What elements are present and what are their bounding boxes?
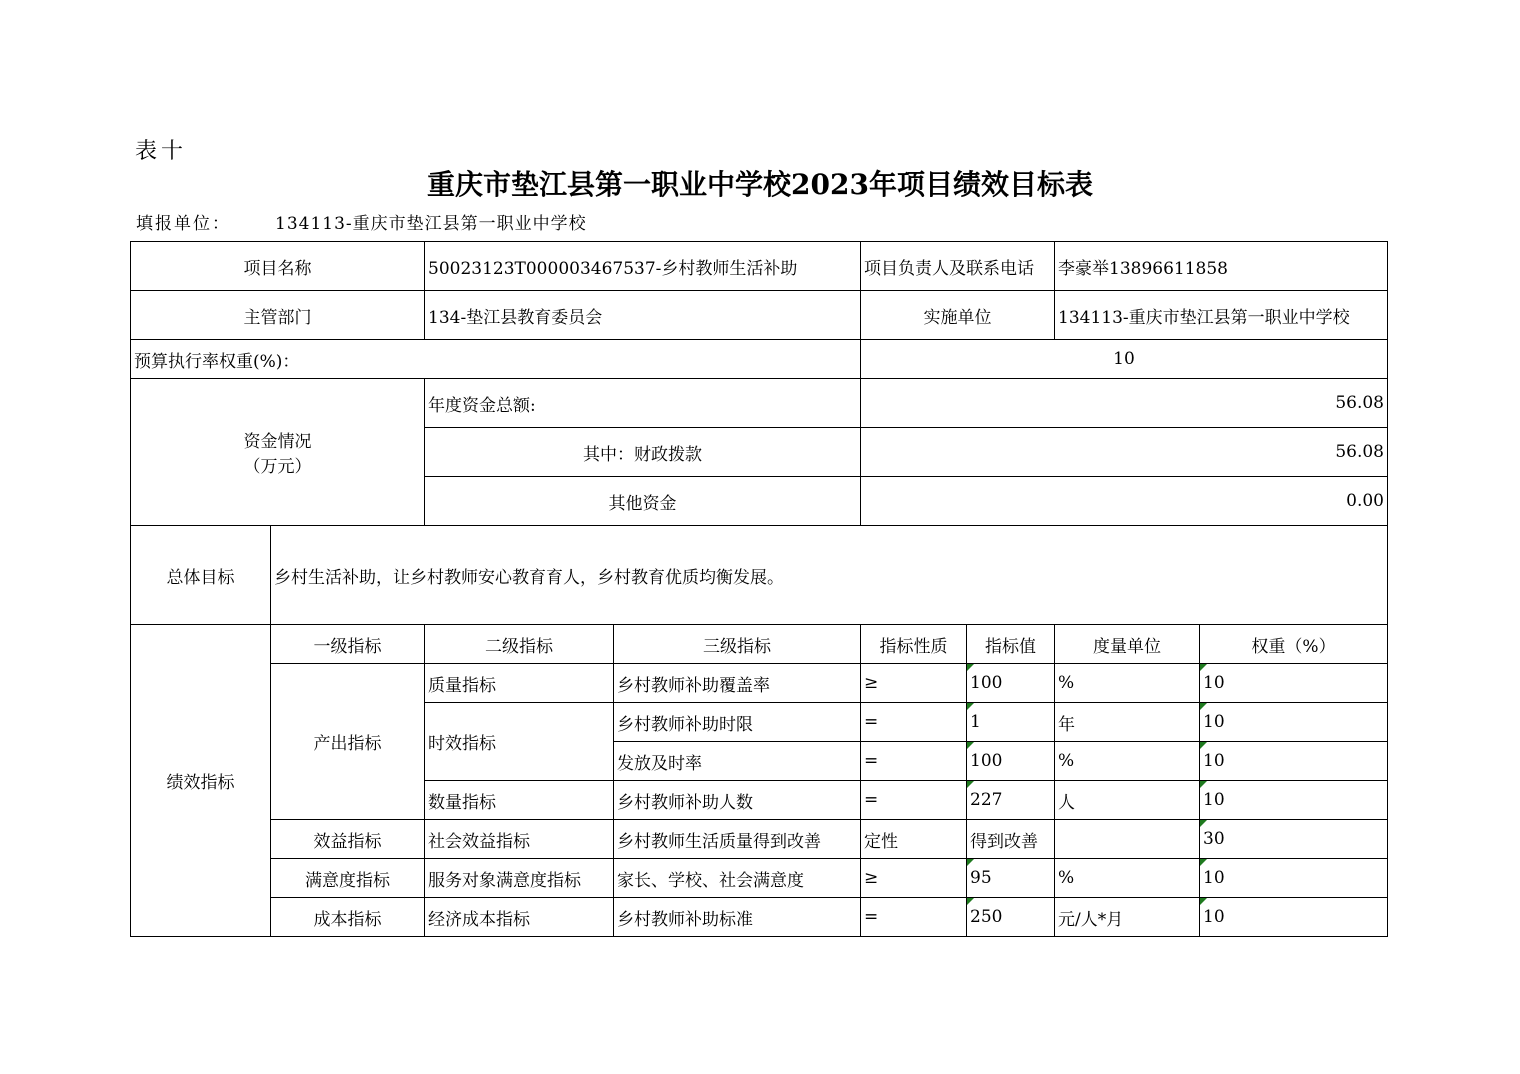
funds-other-label: 其他资金: [425, 477, 861, 526]
funds-total-row: [131, 379, 1388, 428]
budget-weight-label: 预算执行率权重(%)：: [131, 340, 861, 379]
funds-other-value: 0.00: [861, 477, 1388, 526]
indicator-unit: %: [1055, 859, 1200, 898]
indicator-nature: 定性: [861, 820, 967, 859]
indicator-value: 250: [967, 898, 1055, 937]
quantity-indicator-label: 数量指标: [425, 781, 614, 820]
header-weight: 权重（%）: [1200, 625, 1388, 664]
goal-label: 总体目标: [131, 526, 271, 625]
contact-value: 李豪举13896611858: [1055, 242, 1388, 291]
indicator-value: 1: [967, 703, 1055, 742]
service-indicator-label: 服务对象满意度指标: [425, 859, 614, 898]
performance-table: [130, 241, 1388, 937]
table-label: 表十: [135, 139, 188, 164]
indicator-unit: 年: [1055, 703, 1200, 742]
goal-text: 乡村生活补助，让乡村教师安心教育育人，乡村教育优质均衡发展。: [271, 526, 1388, 625]
indicator-name: 乡村教师补助人数: [614, 781, 861, 820]
header-level1: 一级指标: [271, 625, 425, 664]
indicator-unit: %: [1055, 742, 1200, 781]
indicator-section-label: 绩效指标: [131, 625, 271, 937]
table-row: [131, 898, 1388, 937]
indicator-nature: =: [861, 898, 967, 937]
table-row: [131, 820, 1388, 859]
economic-indicator-label: 经济成本指标: [425, 898, 614, 937]
output-indicator-label: 产出指标: [271, 664, 425, 820]
funds-fiscal-value: 56.08: [861, 428, 1388, 477]
funds-label-line1: 资金情况: [243, 432, 312, 452]
indicator-value: 227: [967, 781, 1055, 820]
dept-row: [131, 291, 1388, 340]
impl-value: 134113-重庆市垫江县第一职业中学校: [1055, 291, 1388, 340]
indicator-name: 乡村教师补助标准: [614, 898, 861, 937]
indicator-weight: 10: [1200, 859, 1388, 898]
funds-fiscal-label: 其中：财政拨款: [425, 428, 861, 477]
indicator-unit: %: [1055, 664, 1200, 703]
dept-label: 主管部门: [131, 291, 425, 340]
filler-value: 134113-重庆市垫江县第一职业中学校: [275, 214, 587, 234]
indicator-weight: 30: [1200, 820, 1388, 859]
header-level2: 二级指标: [425, 625, 614, 664]
indicator-unit: 人: [1055, 781, 1200, 820]
project-name-value: 50023123T000003467537-乡村教师生活补助: [425, 242, 861, 291]
contact-label: 项目负责人及联系电话: [861, 242, 1055, 291]
indicator-unit: [1055, 820, 1200, 859]
indicator-name: 家长、学校、社会满意度: [614, 859, 861, 898]
header-value: 指标值: [967, 625, 1055, 664]
indicator-weight: 10: [1200, 703, 1388, 742]
indicator-value: 100: [967, 742, 1055, 781]
indicator-name: 乡村教师补助覆盖率: [614, 664, 861, 703]
indicator-weight: 10: [1200, 781, 1388, 820]
funds-label-line2: （万元）: [243, 457, 312, 477]
indicator-nature: =: [861, 703, 967, 742]
indicator-unit: 元/人*月: [1055, 898, 1200, 937]
filler-label: 填报单位：: [136, 214, 231, 234]
quality-indicator-label: 质量指标: [425, 664, 614, 703]
cost-indicator-label: 成本指标: [271, 898, 425, 937]
indicator-name: 乡村教师补助时限: [614, 703, 861, 742]
indicator-value: 得到改善: [967, 820, 1055, 859]
indicator-nature: ≥: [861, 859, 967, 898]
header-level3: 三级指标: [614, 625, 861, 664]
funds-total-value: 56.08: [861, 379, 1388, 428]
page-title: 重庆市垫江县第一职业中学校2023年项目绩效目标表: [427, 168, 1093, 201]
indicator-nature: =: [861, 742, 967, 781]
goal-row: [131, 526, 1388, 625]
indicator-weight: 10: [1200, 664, 1388, 703]
satisfaction-indicator-label: 满意度指标: [271, 859, 425, 898]
dept-value: 134-垫江县教育委员会: [425, 291, 861, 340]
header-unit: 度量单位: [1055, 625, 1200, 664]
indicator-weight: 10: [1200, 742, 1388, 781]
indicator-header-row: [131, 625, 1388, 664]
timeliness-indicator-label: 时效指标: [425, 703, 614, 781]
table-row: [131, 859, 1388, 898]
filler-unit: [136, 209, 587, 234]
indicator-nature: ≥: [861, 664, 967, 703]
benefit-indicator-label: 效益指标: [271, 820, 425, 859]
project-name-row: [131, 242, 1388, 291]
table-row: [131, 664, 1388, 703]
indicator-name: 发放及时率: [614, 742, 861, 781]
indicator-name: 乡村教师生活质量得到改善: [614, 820, 861, 859]
social-indicator-label: 社会效益指标: [425, 820, 614, 859]
budget-weight-row: [131, 340, 1388, 379]
project-name-label: 项目名称: [131, 242, 425, 291]
funds-label: [131, 379, 425, 526]
budget-weight-value: 10: [861, 340, 1388, 379]
indicator-value: 95: [967, 859, 1055, 898]
indicator-nature: =: [861, 781, 967, 820]
impl-label: 实施单位: [861, 291, 1055, 340]
indicator-value: 100: [967, 664, 1055, 703]
header-nature: 指标性质: [861, 625, 967, 664]
indicator-weight: 10: [1200, 898, 1388, 937]
funds-total-label: 年度资金总额:: [425, 379, 861, 428]
